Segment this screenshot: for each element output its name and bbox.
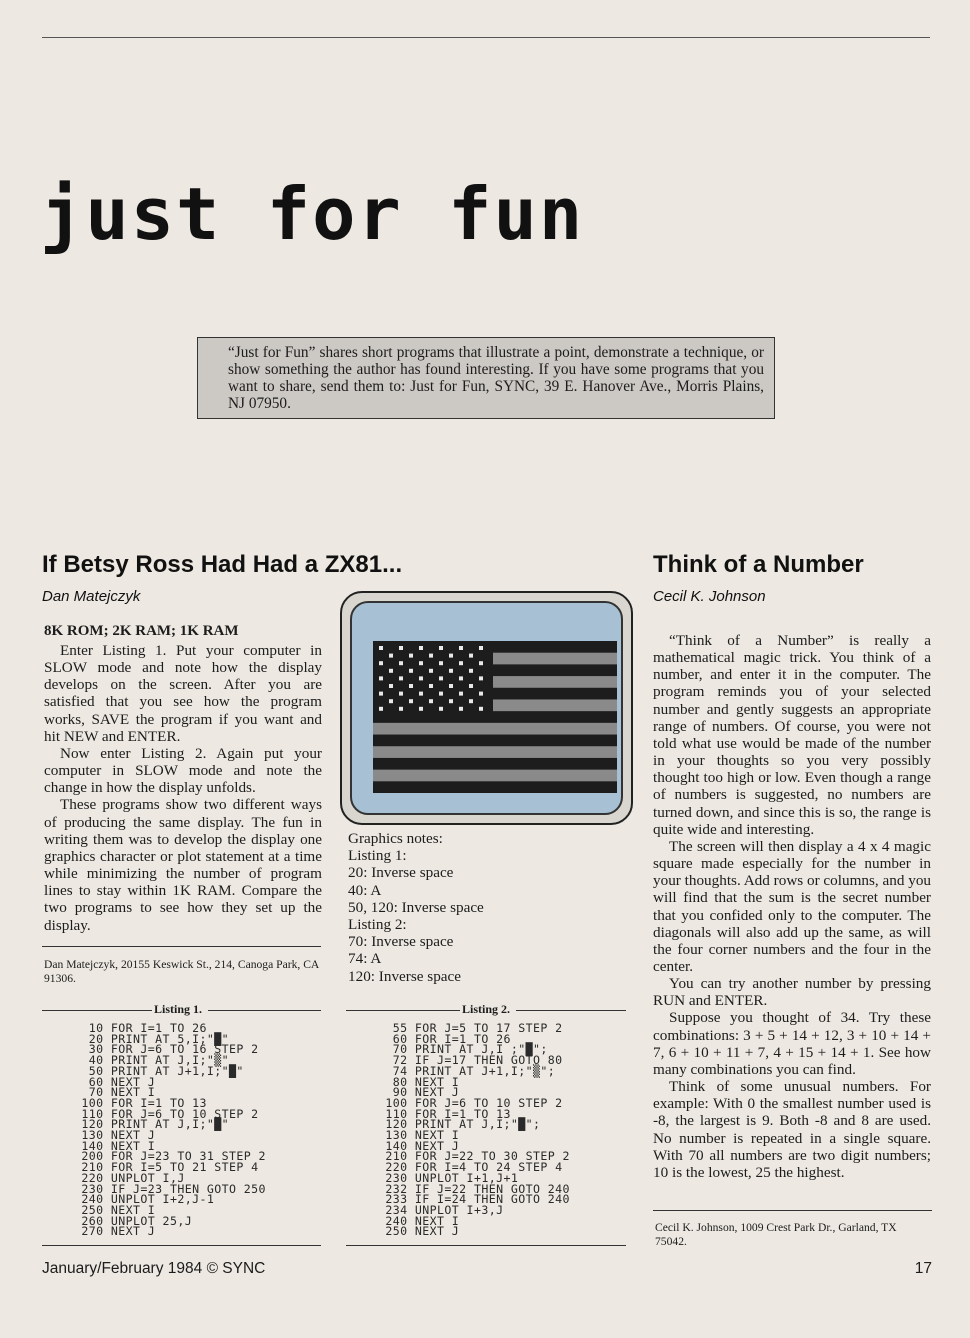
flag-star [419, 646, 423, 650]
flag-star [469, 654, 473, 658]
code-line: 120 PRINT AT J,I;"█" [74, 1117, 229, 1132]
flag-monitor-illustration [340, 591, 633, 825]
flag-star [469, 699, 473, 703]
code-line: 55 FOR J=5 TO 17 STEP 2 [378, 1021, 563, 1035]
flag-star [469, 684, 473, 688]
flag-star [399, 707, 403, 711]
flag-star [479, 661, 483, 665]
flag-star [429, 654, 433, 658]
article2-title: Think of a Number [653, 551, 864, 578]
article2-paragraph: Suppose you thought of 34. Try these combinations: 3 + 5 + 14 + 12, 3 + 10 + 14 + 7, 6 + 10 + 11 + 7, 4 + 15 + 14 + 1. See how many combinations you can find. [653, 1009, 931, 1078]
code-line: 140 NEXT J [378, 1138, 460, 1153]
flag-star [379, 661, 383, 665]
footer-issue: January/February 1984 © SYNC [42, 1260, 266, 1277]
code-line: 210 FOR J=22 TO 30 STEP 2 [378, 1149, 570, 1164]
listing1 [42, 1002, 321, 1246]
flag-star [449, 684, 453, 688]
code-line: 130 NEXT J [74, 1128, 156, 1143]
listing1-code [74, 1023, 266, 1237]
graphics-note-line: 50, 120: Inverse space [348, 898, 484, 916]
flag-star [379, 707, 383, 711]
intro-box: “Just for Fun” shares short programs that illustrate a point, demonstrate a technique, or show something the author has found interesting. If you have some programs that you want to share, send them to: Just for Fun, SYNC, 39 E. Hanover Ave., Morris Plains, NJ 07950. [197, 337, 775, 419]
top-rule [42, 37, 930, 38]
us-flag-display [373, 641, 617, 793]
code-line: 100 FOR I=1 TO 13 [74, 1095, 207, 1110]
flag-star [479, 676, 483, 680]
article2-author: Cecil K. Johnson [653, 588, 766, 605]
code-line: 60 FOR I=1 TO 26 [378, 1031, 511, 1046]
flag-star [459, 707, 463, 711]
code-line: 270 NEXT J [74, 1224, 156, 1239]
flag-star [449, 699, 453, 703]
flag-star [479, 646, 483, 650]
flag-star [409, 699, 413, 703]
monitor-screen [350, 601, 623, 815]
graphics-note-line: 20: Inverse space [348, 864, 454, 882]
article1-author: Dan Matejczyk [42, 588, 141, 605]
flag-star [389, 669, 393, 673]
code-line: 50 PRINT AT J+1,I;"█" [74, 1063, 244, 1078]
code-line: 70 PRINT AT J,I ;"█"; [378, 1042, 548, 1057]
article1-spec: 8K ROM; 2K RAM; 1K RAM [44, 623, 239, 639]
flag-star [429, 669, 433, 673]
article1-paragraph: Now enter Listing 2. Again put your computer in SLOW mode and note the change in how the display unfolds. [44, 744, 322, 797]
code-line: 60 NEXT J [74, 1074, 156, 1089]
graphics-note-line: Listing 1: [348, 847, 407, 865]
article2-paragraph: You can try another number by pressing RUN and ENTER. [653, 975, 931, 1010]
listing2-title: Listing 2. [462, 1002, 511, 1016]
graphics-notes [348, 830, 484, 985]
flag-star [449, 669, 453, 673]
flag-star [399, 661, 403, 665]
code-line: 130 NEXT I [378, 1128, 460, 1143]
article1-address-rule [42, 946, 321, 947]
flag-star [419, 707, 423, 711]
article1-body [44, 642, 322, 934]
code-line: 110 FOR I=1 TO 13 [378, 1106, 511, 1121]
article1-paragraph: Enter Listing 1. Put your computer in SLOW mode and note how the display develops on the screen. After you are satisfied that you see how the program works, SAVE the program if you want and hit NEW and ENTER. [44, 642, 322, 745]
code-line: 210 FOR I=5 TO 21 STEP 4 [74, 1160, 259, 1175]
flag-star [409, 684, 413, 688]
code-line: 220 UNPLOT I,J [74, 1170, 185, 1185]
code-line: 20 PRINT AT 5,I;"█" [74, 1031, 229, 1046]
code-line: 250 NEXT I [74, 1202, 156, 1217]
code-line: 70 NEXT I [74, 1085, 156, 1100]
flag-star [439, 692, 443, 696]
flag-star [439, 661, 443, 665]
flag-star [479, 707, 483, 711]
article2-paragraph: “Think of a Number” is really a mathematical magic trick. You think of a number, and enter it in the computer. The program reminds you of your selected number and gently suggests an appropriate range of numbers. Of course, you were not told what use would be made of the number in your thoughts so you very possibly thought too high or low. Even though a range of numbers is suggested, no numbers are turned down, and since this is so, the range is quite wide and interesting. [653, 632, 931, 838]
graphics-note-line: Graphics notes: [348, 830, 443, 847]
code-line: 234 UNPLOT I+3,J [378, 1202, 504, 1217]
code-line: 233 IF I=24 THEN GOTO 240 [378, 1192, 570, 1207]
flag-star [459, 661, 463, 665]
code-line: 230 UNPLOT I+1,J+1 [378, 1170, 519, 1185]
flag-star [479, 692, 483, 696]
flag-star [389, 654, 393, 658]
article1-address: Dan Matejczyk, 20155 Keswick St., 214, Canoga Park, CA 91306. [44, 958, 319, 985]
flag-star [409, 669, 413, 673]
flag-stripe [373, 746, 617, 758]
flag-stripe [373, 723, 617, 735]
flag-star [459, 676, 463, 680]
code-line: 230 IF J=23 THEN GOTO 250 [74, 1181, 266, 1196]
flag-stripe [373, 770, 617, 782]
code-line: 90 NEXT J [378, 1085, 460, 1100]
article1-paragraph: These programs show two different ways of producing the same display. The fun in writing them was to develop the display one graphics character or plot statement at a time while minimizing the number of program lines to stay within 1K RAM. Compare the two programs to see how they set up the display. [44, 796, 322, 934]
flag-canton [373, 641, 493, 715]
flag-star [429, 699, 433, 703]
code-line: 80 NEXT I [378, 1074, 460, 1089]
article2-body [653, 632, 931, 1181]
code-line: 72 IF J=17 THEN GOTO 80 [378, 1053, 563, 1068]
flag-star [459, 692, 463, 696]
flag-star [419, 661, 423, 665]
flag-star [469, 669, 473, 673]
flag-star [409, 654, 413, 658]
code-line: 30 FOR J=6 TO 16 STEP 2 [74, 1042, 259, 1057]
code-line: 120 PRINT AT J,I;"█"; [378, 1117, 541, 1132]
flag-star [399, 676, 403, 680]
flag-star [439, 646, 443, 650]
flag-star [439, 707, 443, 711]
flag-star [419, 692, 423, 696]
article2-address-rule [653, 1210, 932, 1211]
code-line: 140 NEXT I [74, 1138, 156, 1153]
flag-star [449, 654, 453, 658]
code-line: 250 NEXT J [378, 1224, 460, 1239]
code-line: 10 FOR I=1 TO 26 [74, 1021, 207, 1035]
flag-star [399, 646, 403, 650]
code-line: 40 PRINT AT J,I;"▒" [74, 1053, 229, 1068]
code-line: 110 FOR J=6 TO 10 STEP 2 [74, 1106, 259, 1121]
article1-title: If Betsy Ross Had Had a ZX81... [42, 551, 403, 578]
code-line: 200 FOR J=23 TO 31 STEP 2 [74, 1149, 266, 1164]
listing1-title: Listing 1. [154, 1002, 203, 1016]
flag-star [379, 646, 383, 650]
listing2-code [378, 1023, 570, 1237]
flag-star [419, 676, 423, 680]
flag-star [379, 692, 383, 696]
graphics-note-line: Listing 2: [348, 916, 407, 934]
article2-paragraph: The screen will then display a 4 x 4 magic square made especially for the number in your thoughts. Add rows or columns, and you will find that the sum is the secret number that you confided only to the computer. The diagonals will also add up the same, as will the four corner numbers and the four in the center. [653, 837, 932, 975]
code-line: 260 UNPLOT 25,J [74, 1213, 193, 1228]
flag-star [389, 684, 393, 688]
graphics-note-line: 40: A [348, 881, 382, 899]
flag-star [459, 646, 463, 650]
graphics-note-line: 74: A [348, 950, 382, 968]
page-number: 17 [914, 1260, 932, 1277]
flag-star [389, 699, 393, 703]
listing2 [346, 1002, 626, 1246]
code-line: 240 NEXT I [378, 1213, 460, 1228]
article2-address: Cecil K. Johnson, 1009 Crest Park Dr., Garland, TX 75042. [655, 1221, 897, 1248]
code-line: 74 PRINT AT J+1,I;"▒"; [378, 1063, 556, 1078]
flag-star [379, 676, 383, 680]
code-line: 220 FOR I=4 TO 24 STEP 4 [378, 1160, 563, 1175]
flag-star [399, 692, 403, 696]
code-line: 240 UNPLOT I+2,J-1 [74, 1192, 215, 1207]
section-title: just for fun [40, 172, 585, 256]
flag-star [429, 684, 433, 688]
graphics-note-line: 70: Inverse space [348, 933, 454, 951]
article2-paragraph: Think of some unusual numbers. For example: With 0 the smallest number used is -8, the largest is 9. Both -8 and 8 are used. No number is repeated in a single square. With 70 all numbers are two digit numbers; 10 is the lowest, 25 the highest. [653, 1078, 931, 1181]
code-line: 232 IF J=22 THEN GOTO 240 [378, 1181, 570, 1196]
graphics-note-line: 120: Inverse space [348, 967, 462, 985]
flag-star [439, 676, 443, 680]
code-line: 100 FOR J=6 TO 10 STEP 2 [378, 1095, 563, 1110]
